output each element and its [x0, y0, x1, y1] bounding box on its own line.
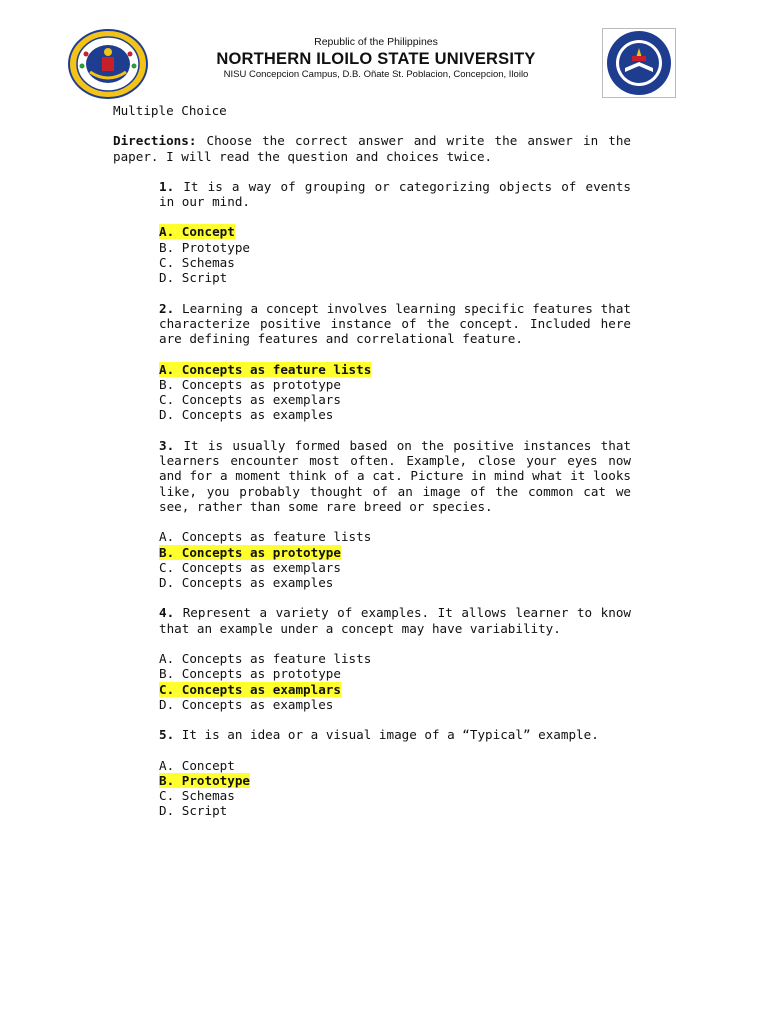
- college-seal-icon: [602, 28, 676, 98]
- choice-label: D. Script: [159, 270, 228, 286]
- choice-option: [159, 788, 631, 803]
- choice-option: [159, 560, 631, 575]
- choice-option: [159, 529, 631, 544]
- choice-label: C. Schemas: [159, 255, 235, 271]
- question-list: [113, 179, 631, 819]
- question-number: 1.: [159, 178, 175, 194]
- correct-choice: [159, 773, 631, 788]
- choice-label: B. Concepts as prototype: [159, 666, 341, 682]
- question-text: [159, 301, 631, 347]
- choice-list: [159, 529, 631, 590]
- choice-label: B. Concepts as prototype: [159, 376, 341, 392]
- choice-option: [159, 651, 631, 666]
- choice-list: [159, 651, 631, 712]
- choice-label: B. Prototype: [159, 239, 250, 255]
- question-item: [159, 438, 631, 591]
- question-item: [159, 179, 631, 286]
- question-number: 4.: [159, 605, 175, 621]
- choice-option: [159, 392, 631, 407]
- choice-option: [159, 240, 631, 255]
- question-body: It is usually formed based on the positive instances that learners encounter most often. Example, close your eyes now and for a moment think of a cat. Picture in mind what it looks like, you probably thought of an image of the common cat we see, rather than some rare breed or species.: [159, 437, 631, 514]
- question-number: 2.: [159, 300, 175, 316]
- directions-label: Directions:: [113, 133, 197, 149]
- question-item: [159, 605, 631, 712]
- choice-label: C. Concepts as exemplars: [159, 559, 341, 575]
- question-text: [159, 179, 631, 210]
- choice-option: [159, 697, 631, 712]
- choice-option: [159, 666, 631, 681]
- choice-label: A. Concept: [159, 757, 235, 773]
- choice-label: A. Concepts as feature lists: [159, 529, 372, 545]
- correct-choice: [159, 682, 631, 697]
- choice-option: [159, 575, 631, 590]
- letterhead-text: [150, 36, 602, 81]
- choice-option: [159, 758, 631, 773]
- correct-choice: [159, 224, 631, 239]
- choice-list: [159, 224, 631, 285]
- question-number: 3.: [159, 437, 175, 453]
- directions: [113, 133, 631, 164]
- choice-label: C. Concepts as examplars: [159, 681, 341, 697]
- question-body: It is a way of grouping or categorizing objects of events in our mind.: [159, 178, 631, 210]
- choice-label: A. Concepts as feature lists: [159, 361, 372, 377]
- choice-label: D. Concepts as examples: [159, 696, 334, 712]
- choice-label: D. Concepts as examples: [159, 575, 334, 591]
- directions-text: Choose the correct answer and write the answer in the paper. I will read the question and choices twice.: [113, 133, 631, 164]
- correct-choice: [159, 362, 631, 377]
- choice-label: B. Concepts as prototype: [159, 544, 341, 560]
- worksheet: [113, 103, 631, 834]
- question-body: It is an idea or a visual image of a “Typical” example.: [181, 727, 599, 743]
- university-name: NORTHERN ILOILO STATE UNIVERSITY: [216, 50, 536, 68]
- question-body: Represent a variety of examples. It allows learner to know that an example under a concept may have variability.: [159, 605, 631, 636]
- choice-label: C. Concepts as exemplars: [159, 392, 341, 408]
- choice-label: C. Schemas: [159, 788, 235, 804]
- choice-option: [159, 270, 631, 285]
- question-item: [159, 301, 631, 423]
- choice-option: [159, 377, 631, 392]
- question-text: [159, 727, 631, 742]
- question-number: 5.: [159, 727, 175, 743]
- letterhead: [0, 0, 768, 100]
- republic-line: Republic of the Philippines: [314, 36, 438, 48]
- worksheet-title: Multiple Choice: [113, 103, 227, 118]
- choice-label: D. Script: [159, 803, 228, 819]
- choice-label: B. Prototype: [159, 772, 250, 788]
- question-item: [159, 727, 631, 818]
- campus-address: NISU Concepcion Campus, D.B. Oñate St. Poblacion, Concepcion, Iloilo: [223, 69, 529, 80]
- choice-label: A. Concept: [159, 224, 235, 240]
- question-body: Learning a concept involves learning specific features that characterize positive instance of the concept. Included here are defining features and correlational feature.: [159, 300, 631, 347]
- choice-list: [159, 362, 631, 423]
- choice-option: [159, 407, 631, 422]
- question-text: [159, 438, 631, 514]
- question-text: [159, 605, 631, 636]
- correct-choice: [159, 545, 631, 560]
- choice-list: [159, 758, 631, 819]
- university-seal-icon: [68, 28, 148, 100]
- choice-label: D. Concepts as examples: [159, 407, 334, 423]
- choice-option: [159, 255, 631, 270]
- choice-option: [159, 803, 631, 818]
- choice-label: A. Concepts as feature lists: [159, 651, 372, 667]
